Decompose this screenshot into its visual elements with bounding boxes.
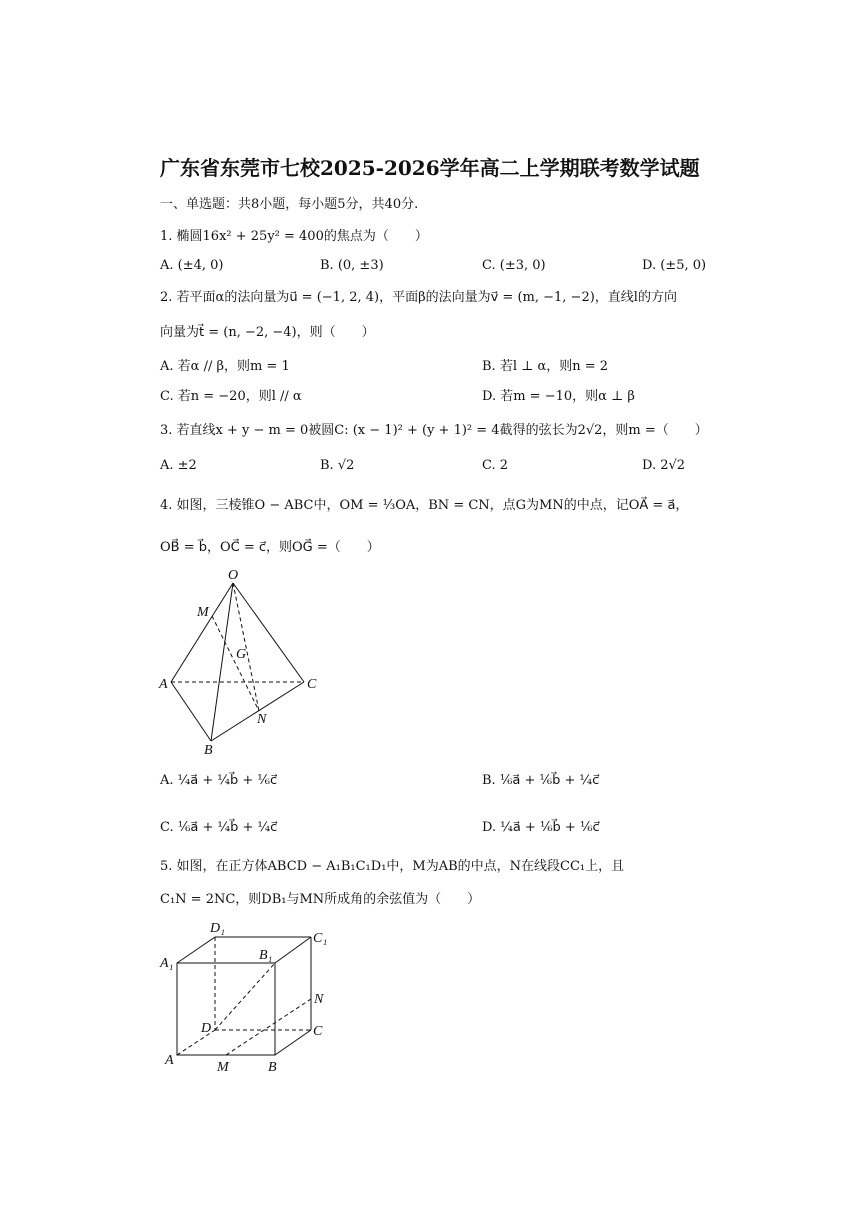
label-C: C bbox=[313, 1024, 323, 1039]
question-5-stem-line2: C₁N = 2NC，则DB₁与MN所成角的余弦值为（ ） bbox=[160, 892, 481, 907]
label-M: M bbox=[197, 605, 209, 620]
question-2-stem-line1: 2. 若平面α的法向量为u⃗ = (−1, 2, 4)，平面β的法向量为v⃗ = (m, −1, −2)，直线l的方向 bbox=[160, 290, 677, 305]
question-3-option-c[interactable]: C. 2 bbox=[482, 458, 509, 473]
question-1-option-c[interactable]: C. (±3, 0) bbox=[482, 258, 546, 273]
label-N: N bbox=[257, 712, 267, 727]
question-3-option-b[interactable]: B. √2 bbox=[320, 458, 355, 473]
label-A: A bbox=[159, 677, 168, 692]
label-D: D bbox=[201, 1021, 212, 1036]
question-5-stem-line1: 5. 如图，在正方体ABCD − A₁B₁C₁D₁中，M为AB的中点，N在线段CC₁上，且 bbox=[160, 859, 625, 874]
question-4-stem-line2: OB⃗ = b⃗，OC⃗ = c⃗，则OG⃗ =（ ） bbox=[160, 540, 380, 555]
cube-figure bbox=[155, 915, 345, 1080]
question-2-option-b[interactable]: B. 若l ⊥ α，则n = 2 bbox=[482, 359, 609, 374]
label-B: B bbox=[268, 1060, 277, 1075]
label-O: O bbox=[228, 568, 239, 583]
question-2-option-c[interactable]: C. 若n = −20，则l // α bbox=[160, 389, 302, 404]
question-2-option-a[interactable]: A. 若α // β，则m = 1 bbox=[160, 359, 290, 374]
label-A: A bbox=[165, 1053, 174, 1068]
question-2-option-d[interactable]: D. 若m = −10，则α ⊥ β bbox=[482, 389, 635, 404]
label-B1: B₁ bbox=[259, 948, 273, 963]
question-1-option-b[interactable]: B. (0, ±3) bbox=[320, 258, 384, 273]
question-2-stem-line2: 向量为t⃗ = (n, −2, −4)，则（ ） bbox=[160, 325, 375, 340]
question-1-option-a[interactable]: A. (±4, 0) bbox=[160, 258, 224, 273]
question-3-stem: 3. 若直线x + y − m = 0被圆C: (x − 1)² + (y + 1)² = 4截得的弦长为2√2，则m =（ ） bbox=[160, 423, 708, 438]
question-4-option-d[interactable]: D. ¼a⃗ + ⅙b⃗ + ⅙c⃗ bbox=[482, 820, 600, 835]
label-M: M bbox=[217, 1060, 229, 1075]
label-G: G bbox=[236, 647, 247, 662]
label-A1: A₁ bbox=[160, 956, 174, 971]
question-3-option-d[interactable]: D. 2√2 bbox=[642, 458, 686, 473]
question-1-stem: 1. 椭圆16x² + 25y² = 400的焦点为（ ） bbox=[160, 229, 428, 244]
label-B: B bbox=[204, 743, 213, 758]
label-D1: D₁ bbox=[210, 921, 225, 936]
label-C: C bbox=[307, 677, 317, 692]
question-4-option-b[interactable]: B. ⅙a⃗ + ⅙b⃗ + ¼c⃗ bbox=[482, 773, 600, 788]
tetrahedron-figure bbox=[155, 565, 330, 760]
label-C1: C₁ bbox=[313, 931, 328, 946]
question-4-stem-line1: 4. 如图，三棱锥O − ABC中，OM = ⅓OA，BN = CN，点G为MN的中点，记OA⃗ = a⃗， bbox=[160, 498, 689, 513]
page-title: 广东省东莞市七校2025-2026学年高二上学期联考数学试题 bbox=[160, 156, 700, 180]
question-4-option-c[interactable]: C. ⅙a⃗ + ¼b⃗ + ¼c⃗ bbox=[160, 820, 278, 835]
question-4-option-a[interactable]: A. ¼a⃗ + ¼b⃗ + ⅙c⃗ bbox=[160, 773, 278, 788]
question-3-option-a[interactable]: A. ±2 bbox=[160, 458, 197, 473]
question-1-option-d[interactable]: D. (±5, 0) bbox=[642, 258, 707, 273]
section-heading: 一、单选题：共8小题，每小题5分，共40分. bbox=[160, 197, 419, 212]
label-N: N bbox=[314, 992, 324, 1007]
